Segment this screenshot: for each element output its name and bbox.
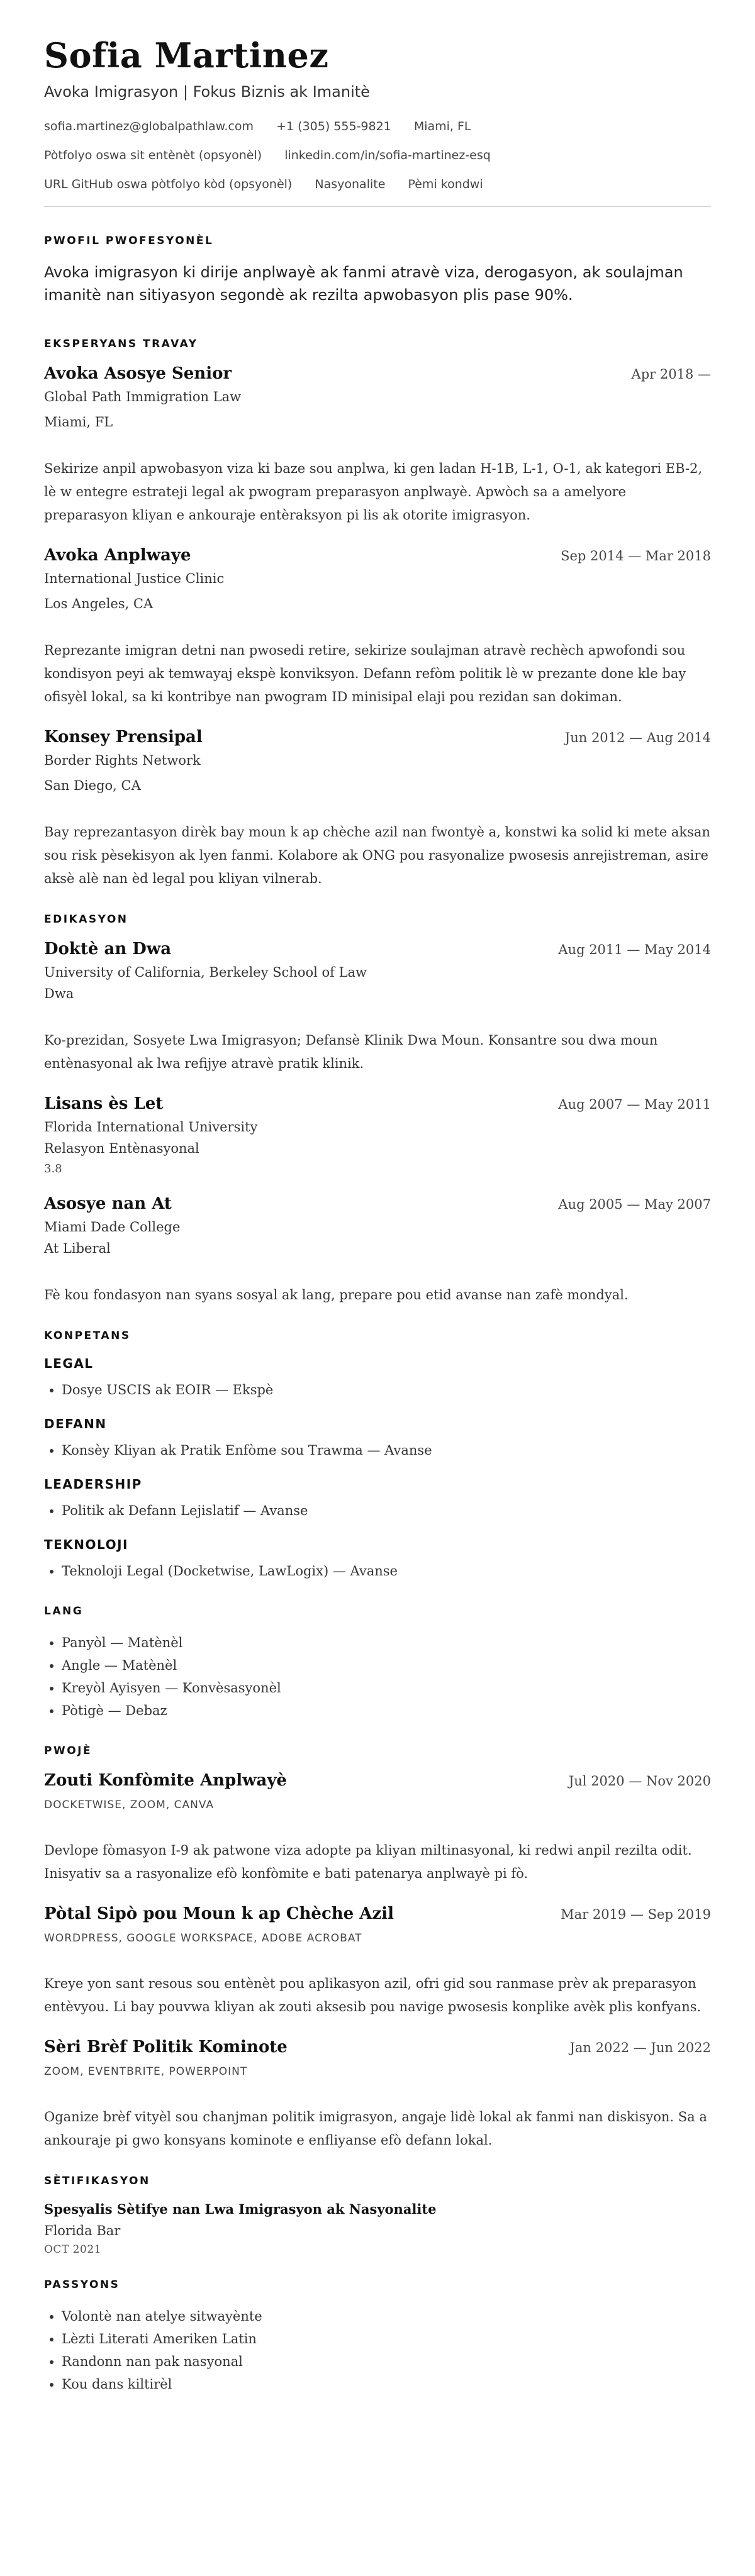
job-description: Reprezante imigran detni nan pwosedi retire, sekirize soulajman atravè rechèch apwofondi sou kondisyon peyi ak temwayaj ekspè konviksyon. Defann refòm politik lè w prezante done kle bay ofisyèl lokal, sa ki kontribye nan pwogram ID minisipal elaji pou rezidan san dokiman. [44, 643, 686, 704]
headline: Avoka Imigrasyon | Fokus Biznis ak Imanitè [44, 83, 370, 101]
degree-dates: Aug 2011 — May 2014 [558, 942, 711, 957]
degree-dates: Aug 2005 — May 2007 [558, 1197, 711, 1212]
skill-item: • Konsèy Kliyan ak Pratik Enfòme sou Trawma — Avanse [62, 1439, 711, 1462]
skill-item: • Dosye USCIS ak EOIR — Ekspè [62, 1379, 711, 1401]
languages-section-title: LANG [44, 1605, 84, 1618]
projects-section-title: PWOJÈ [44, 1745, 92, 1757]
job-dates: Jun 2012 — Aug 2014 [564, 730, 711, 745]
project-dates: Jul 2020 — Nov 2020 [568, 1774, 711, 1789]
project-tech: WORDPRESS, GOOGLE WORKSPACE, ADOBE ACROBAT [44, 1932, 362, 1945]
certifications-section [44, 2175, 711, 2256]
experience-entry [44, 728, 711, 891]
school-name: Florida International University [44, 1119, 258, 1135]
school-name: University of California, Berkeley School of Law [44, 965, 367, 980]
job-location: San Diego, CA [44, 778, 141, 793]
experience-entry [44, 364, 711, 527]
project-description: Oganize brèf vityèl sou chanjman politik imigrasyon, angaje lidè lokal ak fanmi nan diskisyon. Sa a ankouraje pi gwo konsyans kominote e enfliyanse efò defann lokal. [44, 2109, 707, 2148]
project-entry [44, 1771, 711, 1885]
education-entry [44, 940, 711, 1075]
skill-category-title: LEGAL [44, 1356, 94, 1371]
email-link[interactable]: sofia.martinez@globalpathlaw.com [44, 119, 254, 133]
project-tech: ZOOM, EVENTBRITE, POWERPOINT [44, 2065, 248, 2078]
skill-item: • Politik ak Defann Lejislatif — Avanse [62, 1499, 711, 1522]
job-dates: Apr 2018 — [631, 367, 711, 382]
experience-section-title: EKSPERYANS TRAVAY [44, 338, 198, 350]
contact-row-primary [44, 119, 711, 133]
project-tech: DOCKETWISE, ZOOM, CANVA [44, 1799, 215, 1811]
header-divider [44, 206, 711, 207]
job-title: Konsey Prensipal [44, 728, 203, 747]
certification-issuer: Florida Bar [44, 2223, 121, 2238]
education-section [44, 913, 711, 1307]
hobby-item: • Kou dans kiltirèl [62, 2373, 711, 2396]
skill-category-title: DEFANN [44, 1416, 107, 1431]
school-name: Miami Dade College [44, 1219, 181, 1235]
location-text: Miami, FL [413, 119, 471, 133]
skill-category-title: LEADERSHIP [44, 1477, 142, 1492]
phone-text: +1 (305) 555-9821 [276, 119, 391, 133]
job-company: Global Path Immigration Law [44, 389, 242, 404]
education-section-title: EDIKASYON [44, 913, 128, 926]
job-description: Bay reprezantasyon dirèk bay moun k ap chèche azil nan fwontyè a, konstwi ka solid ki mete aksan sou risk pèsekisyon ak lyen fanmi. Kolabore ak ONG pou rasyonalize pwosesis anrejistreman, asire aksè alè nan èd legal pou kliyan vilnerab. [44, 824, 710, 886]
linkedin-link[interactable]: linkedin.com/in/sofia-martinez-esq [284, 148, 491, 162]
degree-dates: Aug 2007 — May 2011 [558, 1097, 711, 1112]
project-name: Zouti Konfòmite Anplwayè [44, 1771, 287, 1790]
project-description: Devlope fòmasyon I-9 ak patwone viza adopte pa kliyan miltinasyonal, ki redwi anpil rezilta odit. Inisyativ sa a rasyonalize efò konfòmite e bati patenarya anplwayè pi fò. [44, 1843, 692, 1881]
project-dates: Mar 2019 — Sep 2019 [561, 1907, 711, 1922]
degree-title: Doktè an Dwa [44, 940, 172, 958]
profile-summary: Avoka imigrasyon ki dirije anplwayè ak fanmi atravè viza, derogasyon, ak soulajman imanitè nan sitiyasyon segondè ak rezilta apwobasyon plis pase 90%. [44, 264, 683, 304]
skill-item: • Teknoloji Legal (Docketwise, LawLogix) — Avanse [62, 1560, 711, 1582]
work-permit-text: Pèmi kondwi [408, 177, 483, 191]
language-item: • Kreyòl Ayisyen — Konvèsasyonèl [62, 1677, 711, 1699]
field-of-study: At Liberal [44, 1241, 111, 1256]
skill-list [44, 1499, 711, 1522]
skill-list [44, 1379, 711, 1401]
skills-section [44, 1330, 711, 1582]
hobbies-section-title: PASSYONS [44, 2279, 120, 2291]
profile-section-title: PWOFIL PWOFESYONÈL [44, 235, 214, 247]
github-link[interactable]: URL GitHub oswa pòtfolyo kòd (opsyonèl) [44, 177, 293, 191]
job-title: Avoka Asosye Senior [44, 364, 232, 383]
nationality-text: Nasyonalite [315, 177, 386, 191]
degree-title: Asosye nan At [44, 1194, 172, 1213]
education-description: Fè kou fondasyon nan syans sosyal ak lang, prepare pou etid avanse nan zafè mondyal. [44, 1287, 629, 1302]
candidate-name: Sofia Martinez [44, 35, 329, 75]
portfolio-link[interactable]: Pòtfolyo oswa sit entènèt (opsyonèl) [44, 148, 262, 162]
job-company: International Justice Clinic [44, 571, 225, 586]
certifications-section-title: SÈTIFIKASYON [44, 2175, 150, 2187]
skill-list [44, 1560, 711, 1582]
project-entry [44, 2038, 711, 2152]
contact-row-extra [44, 177, 711, 191]
project-name: Pòtal Sipò pou Moun k ap Chèche Azil [44, 1904, 394, 1923]
project-dates: Jan 2022 — Jun 2022 [569, 2040, 711, 2055]
job-location: Los Angeles, CA [44, 596, 154, 611]
contact-row-links [44, 148, 711, 162]
certification-name: Spesyalis Sètifye nan Lwa Imigrasyon ak Nasyonalite [44, 2201, 437, 2217]
job-company: Border Rights Network [44, 753, 201, 768]
experience-section [44, 338, 711, 891]
degree-title: Lisans ès Let [44, 1094, 164, 1113]
projects-section [44, 1745, 711, 2152]
education-description: Ko-prezidan, Sosyete Lwa Imigrasyon; Defansè Klinik Dwa Moun. Konsantre sou dwa moun entènasyonal ak lwa refijye atravè pratik klinik. [44, 1033, 658, 1071]
field-of-study: Dwa [44, 986, 74, 1001]
certification-date: OCT 2021 [44, 2243, 101, 2256]
hobby-list [44, 2305, 711, 2396]
job-dates: Sep 2014 — Mar 2018 [561, 548, 711, 564]
job-description: Sekirize anpil apwobasyon viza ki baze sou anplwa, ki gen ladan H-1B, L-1, O-1, ak kategori EB-2, lè w entegre estrateji legal ak pwogram preparasyon anplwayè. Apwòch sa a amelyore preparasyon kliyan e ankouraje entèraksyon pi lis ak otorite imigrasyon. [44, 461, 703, 523]
project-entry [44, 1904, 711, 2019]
gpa-text: 3.8 [44, 1162, 62, 1175]
hobby-item: • Randonn nan pak nasyonal [62, 2350, 711, 2373]
field-of-study: Relasyon Entènasyonal [44, 1141, 199, 1156]
skill-list [44, 1439, 711, 1462]
language-item: • Pòtigè — Debaz [62, 1699, 711, 1722]
project-name: Sèri Brèf Politik Kominote [44, 2038, 288, 2057]
education-entry [44, 1094, 711, 1175]
language-item: • Angle — Matènèl [62, 1654, 711, 1677]
hobbies-section [44, 2279, 711, 2396]
job-title: Avoka Anplwaye [44, 546, 191, 565]
hobby-item: • Volontè nan atelye sitwayènte [62, 2305, 711, 2328]
job-location: Miami, FL [44, 414, 113, 430]
skills-section-title: KONPETANS [44, 1330, 131, 1342]
hobby-item: • Lèzti Literati Ameriken Latin [62, 2328, 711, 2350]
language-list [44, 1631, 711, 1722]
languages-section [44, 1605, 711, 1722]
project-description: Kreye yon sant resous sou entènèt pou aplikasyon azil, ofri gid sou ranmase prèv ak preparasyon entèvyou. Li bay pouvwa kliyan ak zouti aksesib pou navige pwosesis konplike avèk plis konfyans. [44, 1976, 702, 2014]
experience-entry [44, 546, 711, 709]
language-item: • Panyòl — Matènèl [62, 1631, 711, 1654]
skill-category-title: TEKNOLOJI [44, 1537, 128, 1552]
education-entry [44, 1194, 711, 1307]
